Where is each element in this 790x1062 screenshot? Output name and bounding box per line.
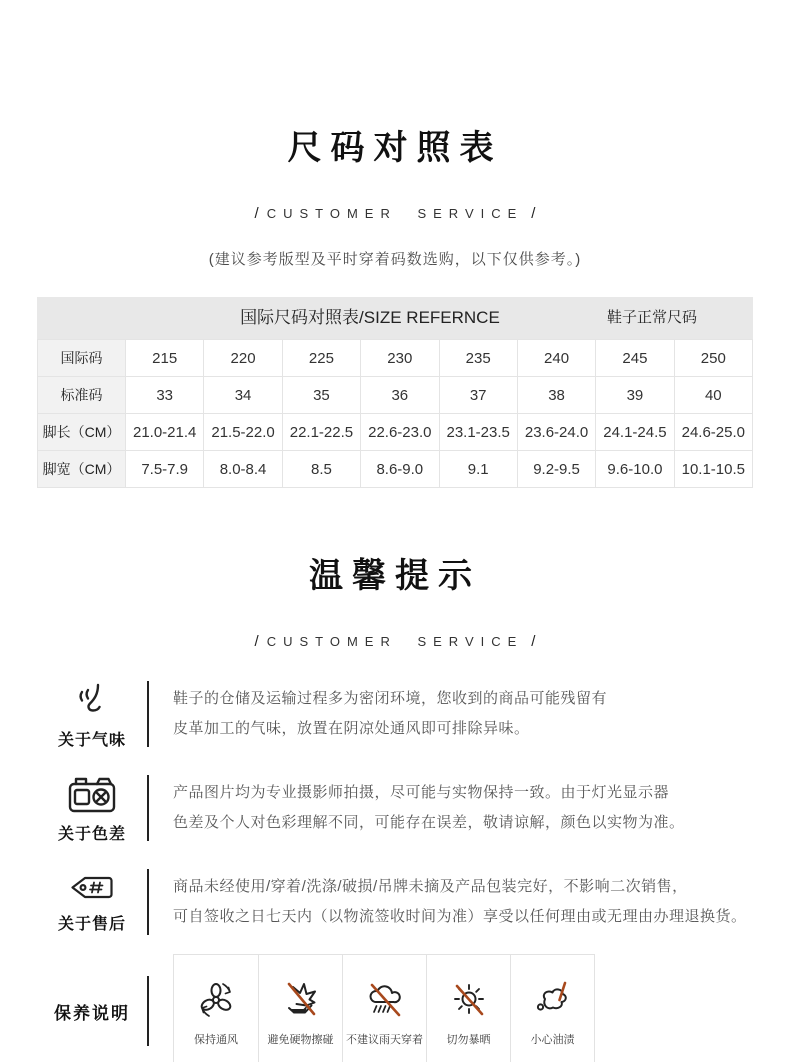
size-cell: 8.0-8.4: [204, 451, 282, 488]
care-section-label: 保养说明: [54, 1003, 130, 1023]
tip-text-line: 产品图片均为专业摄影师拍摄，尽可能与实物保持一致。由于灯光显示器: [173, 784, 670, 801]
slash-decoration: /: [254, 633, 259, 650]
size-cell: 23.6-24.0: [517, 414, 595, 451]
tip-row: [37, 860, 753, 944]
size-chart-subtitle: [0, 205, 790, 222]
size-cell: 22.6-23.0: [361, 414, 439, 451]
size-row-label: 脚长（CM）: [38, 414, 126, 451]
size-table-row: [38, 340, 753, 377]
size-table: [37, 297, 753, 488]
size-table-body: [38, 340, 753, 488]
vertical-divider: [147, 869, 149, 935]
care-item-label: 切勿暴晒: [446, 1034, 491, 1046]
slash-decoration: /: [531, 205, 536, 222]
care-item: [258, 955, 342, 1062]
tip-text-line: 商品未经使用/穿着/洗涤/破损/吊牌未摘及产品包装完好，不影响二次销售，: [173, 878, 688, 895]
care-item: [426, 955, 510, 1062]
size-cell: 9.6-10.0: [596, 451, 674, 488]
care-instructions-row: [37, 954, 753, 1062]
tip-icon: [69, 679, 115, 721]
size-row-label: 脚宽（CM）: [38, 451, 126, 488]
size-cell: 21.0-21.4: [126, 414, 204, 451]
size-cell: 37: [439, 377, 517, 414]
size-cell: 235: [439, 340, 517, 377]
care-item-icon: [532, 977, 574, 1021]
camera-icon: [67, 773, 117, 815]
size-cell: 7.5-7.9: [126, 451, 204, 488]
size-cell: 8.5: [282, 451, 360, 488]
tip-row: [37, 672, 753, 756]
size-cell: 230: [361, 340, 439, 377]
size-cell: 38: [517, 377, 595, 414]
care-item-icon: [448, 977, 490, 1021]
size-cell: 225: [282, 340, 360, 377]
size-cell: 245: [596, 340, 674, 377]
price-tag-icon: [67, 871, 117, 905]
size-cell: 36: [361, 377, 439, 414]
tip-icon: [67, 871, 117, 905]
no-hard-object-icon: [280, 978, 322, 1020]
size-cell: 240: [517, 340, 595, 377]
tip-text: [173, 872, 747, 932]
tip-text-line: 可自签收之日七天内（以物流签收时间为准）享受以任何理由或无理由办理退换货。: [173, 908, 747, 925]
size-cell: 22.1-22.5: [282, 414, 360, 451]
vertical-divider: [147, 681, 149, 747]
size-row-label: 国际码: [38, 340, 126, 377]
care-item-label: 避免硬物擦碰: [267, 1034, 334, 1046]
size-cell: 39: [596, 377, 674, 414]
size-cell: 34: [204, 377, 282, 414]
size-cell: 24.1-24.5: [596, 414, 674, 451]
oil-stain-icon: [532, 978, 574, 1020]
slash-decoration: /: [254, 205, 259, 222]
care-item-icon: [364, 977, 406, 1021]
care-item-label: 不建议雨天穿着: [346, 1034, 423, 1046]
tip-text-line: 色差及个人对色彩理解不同，可能存在误差，敬请谅解，颜色以实物为准。: [173, 814, 685, 831]
size-table-header: [37, 297, 753, 339]
tip-left-column: [37, 679, 147, 750]
care-item-icon: [280, 977, 322, 1021]
tip-label: 关于色差: [57, 825, 126, 843]
size-cell: 35: [282, 377, 360, 414]
size-cell: 215: [126, 340, 204, 377]
size-cell: 23.1-23.5: [439, 414, 517, 451]
care-item: [510, 955, 594, 1062]
size-chart-title: 尺码对照表: [287, 129, 503, 167]
tip-left-column: [37, 871, 147, 934]
size-cell: 8.6-9.0: [361, 451, 439, 488]
no-sun-exposure-icon: [448, 978, 490, 1020]
size-row-label: 标准码: [38, 377, 126, 414]
size-table-grid: [37, 339, 753, 488]
size-cell: 220: [204, 340, 282, 377]
nose-smell-icon: [69, 679, 115, 721]
size-cell: 21.5-22.0: [204, 414, 282, 451]
warm-tips-subtitle-text: CUSTOMER SERVICE: [266, 634, 524, 649]
size-table-row: [38, 377, 753, 414]
tip-icon: [67, 773, 117, 815]
size-table-row: [38, 414, 753, 451]
fan-ventilation-icon: [195, 978, 237, 1020]
vertical-divider: [147, 976, 149, 1046]
vertical-divider: [147, 775, 149, 841]
size-cell: 40: [674, 377, 752, 414]
care-item-label: 保持通风: [194, 1034, 238, 1046]
tip-text: [173, 684, 607, 744]
size-cell: 9.2-9.5: [517, 451, 595, 488]
size-cell: 24.6-25.0: [674, 414, 752, 451]
size-cell: 9.1: [439, 451, 517, 488]
size-cell: 250: [674, 340, 752, 377]
care-item: [174, 955, 258, 1062]
care-left-column: [37, 999, 147, 1024]
tip-left-column: [37, 773, 147, 844]
size-chart-note: (建议参考版型及平时穿着码数选购，以下仅供参考。): [208, 251, 582, 268]
size-table-header-right: 鞋子正常尺码: [606, 309, 697, 326]
no-rain-icon: [364, 978, 406, 1020]
tip-label: 关于售后: [57, 915, 126, 933]
tip-row: [37, 766, 753, 850]
tip-text-line: 皮革加工的气味，放置在阴凉处通风即可排除异味。: [173, 720, 530, 737]
size-table-row: [38, 451, 753, 488]
size-table-header-title: 国际尺码对照表/SIZE REFERNCE: [240, 308, 500, 327]
tip-text: [173, 778, 685, 838]
care-item-icon: [195, 977, 237, 1021]
tip-text-line: 鞋子的仓储及运输过程多为密闭环境，您收到的商品可能残留有: [173, 690, 608, 707]
care-item-label: 小心油渍: [530, 1034, 575, 1046]
tip-label: 关于气味: [57, 731, 126, 749]
tips-list: [0, 672, 790, 944]
warm-tips-title: 温馨提示: [309, 557, 481, 595]
care-items: [173, 954, 595, 1062]
size-chart-subtitle-text: CUSTOMER SERVICE: [266, 206, 524, 221]
slash-decoration: /: [531, 633, 536, 650]
care-item: [342, 955, 426, 1062]
size-cell: 33: [126, 377, 204, 414]
warm-tips-subtitle: [0, 633, 790, 650]
size-cell: 10.1-10.5: [674, 451, 752, 488]
